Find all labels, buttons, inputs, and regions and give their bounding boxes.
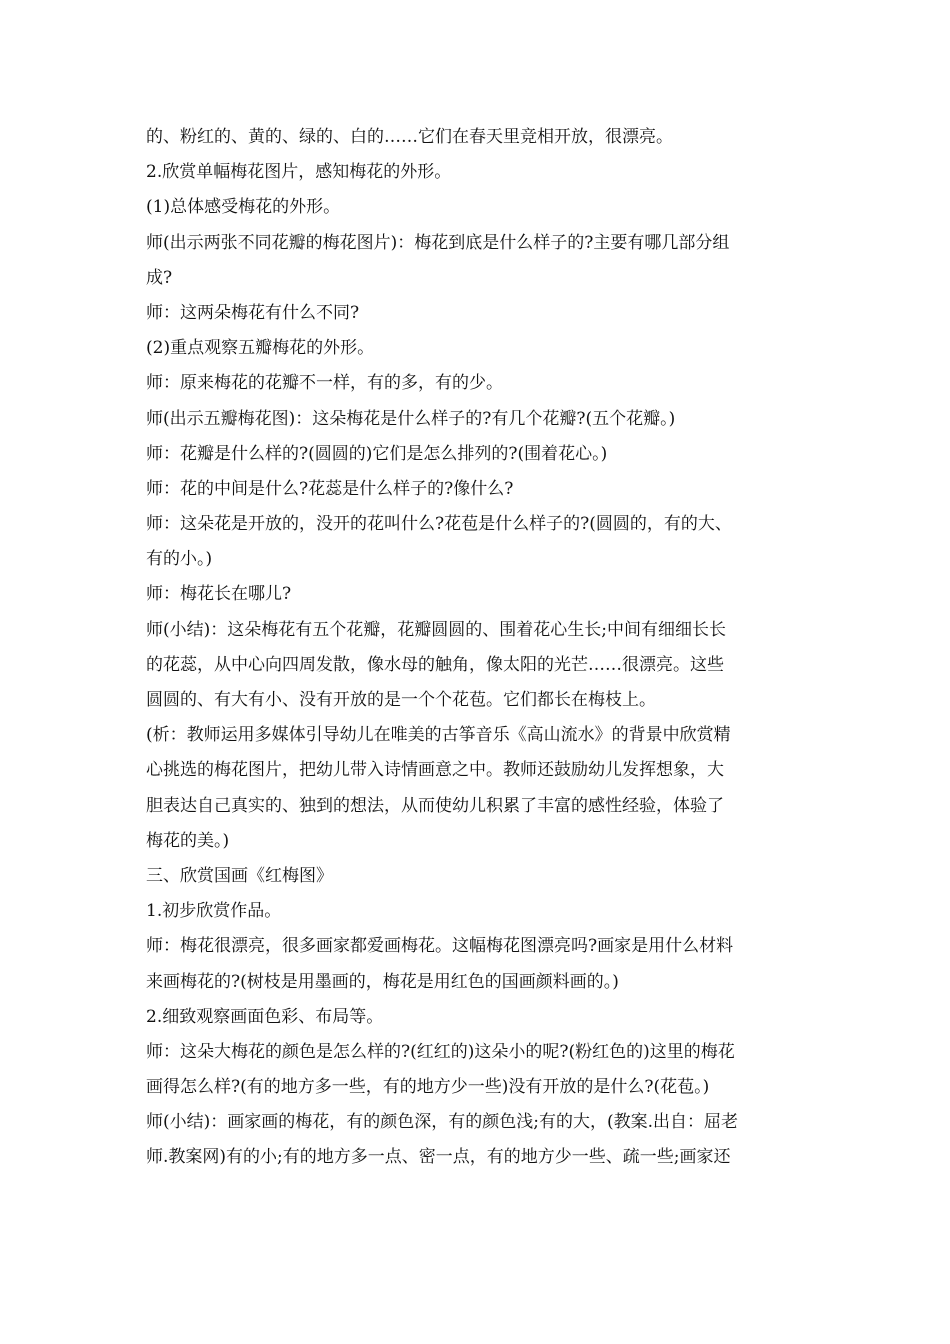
text-line: 师(小结)：这朵梅花有五个花瓣，花瓣圆圆的、围着花心生长;中间有细细长长 bbox=[146, 619, 726, 640]
section-heading: 三、欣赏国画《红梅图》 bbox=[146, 865, 333, 886]
text-line: 的花蕊，从中心向四周发散，像水母的触角，像太阳的光芒……很漂亮。这些 bbox=[146, 654, 724, 675]
text-line: 师：这朵大梅花的颜色是怎么样的?(红红的)这朵小的呢?(粉红色的)这里的梅花 bbox=[146, 1041, 735, 1062]
text-line: 1.初步欣赏作品。 bbox=[146, 901, 282, 922]
text-line: 成? bbox=[146, 267, 173, 288]
text-line: 师：梅花长在哪儿? bbox=[146, 584, 292, 605]
text-line: 师：这两朵梅花有什么不同? bbox=[146, 302, 360, 323]
text-line: 师：梅花很漂亮，很多画家都爱画梅花。这幅梅花图漂亮吗?画家是用什么材料 bbox=[146, 936, 734, 957]
text-line: 师：这朵花是开放的，没开的花叫什么?花苞是什么样子的?(圆圆的，有的大、 bbox=[146, 514, 732, 535]
text-line: 心挑选的梅花图片，把幼儿带入诗情画意之中。教师还鼓励幼儿发挥想象，大 bbox=[146, 760, 724, 781]
text-line: 师(出示两张不同花瓣的梅花图片)：梅花到底是什么样子的?主要有哪几部分组 bbox=[146, 232, 730, 253]
text-line: 师.教案网)有的小;有的地方多一点、密一点，有的地方少一些、疏一些;画家还 bbox=[146, 1147, 731, 1168]
text-line: 画得怎么样?(有的地方多一些，有的地方少一些)没有开放的是什么?(花苞。) bbox=[146, 1077, 710, 1098]
text-line: 梅花的美。) bbox=[146, 830, 230, 851]
text-line: 圆圆的、有大有小、没有开放的是一个个花苞。它们都长在梅枝上。 bbox=[146, 690, 656, 710]
document-body bbox=[146, 120, 816, 1176]
text-line: 的、粉红的、黄的、绿的、白的……它们在春天里竞相开放，很漂亮。 bbox=[146, 127, 673, 147]
text-line: (析：教师运用多媒体引导幼儿在唯美的古筝音乐《高山流水》的背景中欣赏精 bbox=[146, 725, 731, 746]
text-line: (2)重点观察五瓣梅花的外形。 bbox=[146, 338, 375, 359]
text-line: 胆表达自己真实的、独到的想法，从而使幼儿积累了丰富的感性经验，体验了 bbox=[146, 795, 724, 816]
text-line: 师(小结)：画家画的梅花，有的颜色深，有的颜色浅;有的大，(教案.出自：屈老 bbox=[146, 1112, 739, 1133]
text-line: (1)总体感受梅花的外形。 bbox=[146, 197, 341, 218]
text-line: 2.欣赏单幅梅花图片，感知梅花的外形。 bbox=[146, 162, 452, 183]
text-line: 师：原来梅花的花瓣不一样，有的多，有的少。 bbox=[146, 373, 503, 394]
text-line: 师：花的中间是什么?花蕊是什么样子的?像什么? bbox=[146, 478, 514, 499]
text-line: 2.细致观察画面色彩、布局等。 bbox=[146, 1006, 384, 1027]
text-line: 来画梅花的?(树枝是用墨画的，梅花是用红色的国画颜料画的。) bbox=[146, 971, 619, 992]
text-line: 有的小。) bbox=[146, 549, 213, 570]
text-line: 师(出示五瓣梅花图)：这朵梅花是什么样子的?有几个花瓣?(五个花瓣。) bbox=[146, 408, 676, 429]
text-line: 师：花瓣是什么样的?(圆圆的)它们是怎么排列的?(围着花心。) bbox=[146, 443, 608, 464]
